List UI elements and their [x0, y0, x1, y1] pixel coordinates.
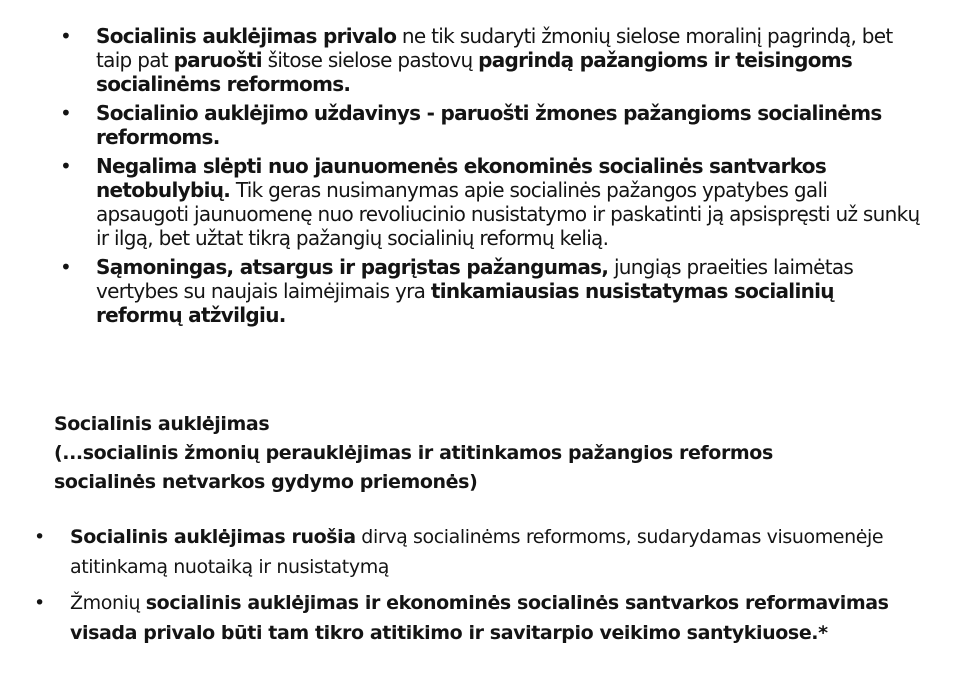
list-item-text	[96, 255, 853, 327]
text-run: Tik geras nusimanymas apie socialinės pažangos ypatybes gali apsaugoti jaunuomenę nuo revoliucinio nusistatymo ir paskatinti ją apsispręsti už sunkų ir ilgą, bet užtat tikrą pažangių socialinių reformų kelią.	[96, 178, 920, 250]
list-item	[34, 588, 934, 648]
section-subtitle-line-1: (...socialinis žmonių perauklėjimas ir atitinkamos pažangios reformos	[54, 442, 773, 464]
bullet-icon: •	[60, 101, 72, 125]
list-item	[60, 101, 920, 149]
bold-text-run: Socialinis auklėjimas privalo	[96, 24, 397, 48]
bold-text-run: socialinis auklėjimas ir ekonominės socialinės santvarkos reformavimas visada privalo būti tam tikro atitikimo ir savitarpio veikimo santykiuose.*	[70, 592, 889, 644]
list-item-text	[70, 526, 883, 578]
text-run: ne tik sudaryti žmonių sielose moralinį pagrindą, bet taip pat	[96, 24, 893, 72]
list-item-text	[96, 101, 882, 149]
list-item-text	[96, 154, 919, 250]
bullet-icon: •	[60, 24, 72, 48]
bullet-icon: •	[60, 154, 72, 178]
text-run: jungiąs praeities laimėtas vertybes su naujais laimėjimais yra	[96, 255, 854, 303]
text-run: Žmonių	[70, 592, 146, 614]
section-heading	[54, 410, 934, 497]
bold-text-run: paruošti	[173, 48, 262, 72]
bold-text-run: Socialinis auklėjimas ruošia	[70, 526, 356, 548]
section-subtitle-line-2: socialinės netvarkos gydymo priemonės)	[54, 471, 478, 493]
list-item	[60, 154, 920, 250]
bold-text-run: tinkamiausias nusistatymas socialinių reformų atžvilgiu.	[96, 279, 834, 327]
text-run: dirvą socialinėms reformoms, sudarydamas visuomenėje atitinkamą nuotaiką ir nusistatymą	[70, 526, 884, 578]
top-bullet-list	[60, 24, 920, 332]
bottom-bullet-list	[34, 522, 934, 654]
bold-text-run: Sąmoningas, atsargus ir pagrįstas pažangumas,	[96, 255, 609, 279]
list-item	[60, 255, 920, 327]
bullet-icon: •	[34, 592, 45, 614]
list-item-text	[70, 592, 889, 644]
list-item	[34, 522, 934, 582]
section-title: Socialinis auklėjimas	[54, 413, 270, 435]
bold-text-run: Negalima slėpti nuo jaunuomenės ekonominės socialinės santvarkos netobulybių.	[96, 154, 827, 202]
text-run: šitose sielose pastovų	[261, 48, 479, 72]
bold-text-run: Socialinio auklėjimo uždavinys - paruošti žmones pažangioms socialinėms reformoms.	[96, 101, 882, 149]
bullet-icon: •	[60, 255, 72, 279]
list-item-text	[96, 24, 893, 96]
list-item	[60, 24, 920, 96]
bullet-icon: •	[34, 526, 45, 548]
bold-text-run: pagrindą pažangioms ir teisingoms socialinėms reformoms.	[96, 48, 853, 96]
